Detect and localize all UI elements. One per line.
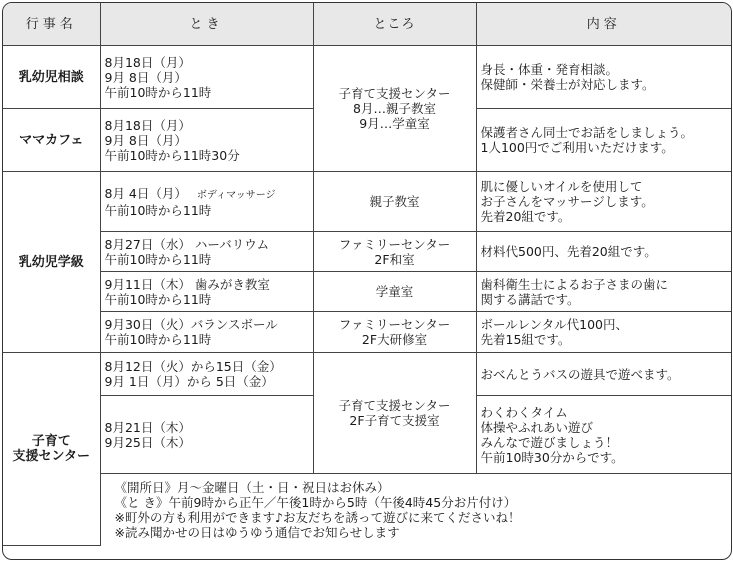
table-row: [3, 172, 731, 232]
content-cell: 材料代500円、先着20組です。: [476, 232, 731, 272]
where-cell: ファミリーセンター 2F和室: [313, 232, 476, 272]
schedule-table-frame: [2, 2, 732, 560]
content-cell: 身長・体重・発育相談。 保健師・栄養士が対応します。: [476, 46, 731, 109]
when-cell: 8月18日（月） 9月 8日（月） 午前10時から11時: [100, 46, 313, 109]
when-time: 午前10時から11時: [104, 202, 212, 218]
table-row: [3, 353, 731, 396]
content-cell: わくわくタイム 体操やふれあい遊び みんなで遊びましょう！ 午前10時30分からです。: [476, 396, 731, 474]
table-row: [3, 474, 731, 546]
content-cell: 肌に優しいオイルを使用して お子さんをマッサージします。 先着20組です。: [476, 172, 731, 232]
table-row: [3, 46, 731, 109]
where-cell: 子育て支援センター 2F子育て支援室: [313, 353, 476, 474]
where-cell: ファミリーセンター 2F大研修室: [313, 312, 476, 353]
event-name-mama-cafe: ママカフェ: [3, 109, 100, 172]
content-cell: ボールレンタル代100円、 先着15組です。: [476, 312, 731, 353]
event-schedule-table: [3, 3, 731, 546]
event-name-kosodate: 子育て 支援センター: [3, 353, 100, 546]
when-cell: 9月11日（木） 歯みがき教室 午前10時から11時: [100, 272, 313, 312]
where-cell: 学童室: [313, 272, 476, 312]
content-cell: 保護者さん同士でお話をしましょう。 1人100円でご利用いただけます。: [476, 109, 731, 172]
event-name-nyuyoji-gakkyu: 乳幼児学級: [3, 172, 100, 353]
when-cell: 8月27日（水） ハーバリウム 午前10時から11時: [100, 232, 313, 272]
header-event: 行事名: [3, 3, 100, 46]
header-content: 内容: [476, 3, 731, 46]
when-cell: [100, 172, 313, 232]
where-cell: 親子教室: [313, 172, 476, 232]
header-when: とき: [100, 3, 313, 46]
event-name-nyuyoji-sodan: 乳幼児相談: [3, 46, 100, 109]
when-cell: 8月18日（月） 9月 8日（月） 午前10時から11時30分: [100, 109, 313, 172]
when-cell: 8月21日（木） 9月25日（木）: [100, 396, 313, 474]
header-row: [3, 3, 731, 46]
table-row: [3, 232, 731, 272]
table-row: [3, 312, 731, 353]
when-cell: 9月30日（火）バランスボール 午前10時から11時: [100, 312, 313, 353]
header-where: ところ: [313, 3, 476, 46]
where-cell-shared: 子育て支援センター 8月…親子教室 9月…学童室: [313, 46, 476, 172]
table-row: [3, 272, 731, 312]
when-date: 8月 4日（月）: [104, 185, 187, 201]
notes-cell: 《開所日》月～金曜日（土・日・祝日はお休み） 《と き》午前9時から正午／午後1時から5時（午後4時45分お片付け） ※町外の方も利用ができます♪お友だちを誘って遊びに来てくださいね！ ※読み聞かせの日はゆうゆう通信でお知らせします: [100, 474, 731, 546]
content-cell: 歯科衛生士によるお子さまの歯に 関する講話です。: [476, 272, 731, 312]
when-subtitle: ボディマッサージ: [196, 189, 276, 201]
when-cell: 8月12日（火）から15日（金） 9月 1日（月）から 5日（金）: [100, 353, 313, 396]
content-cell: おべんとうバスの遊具で遊べます。: [476, 353, 731, 396]
